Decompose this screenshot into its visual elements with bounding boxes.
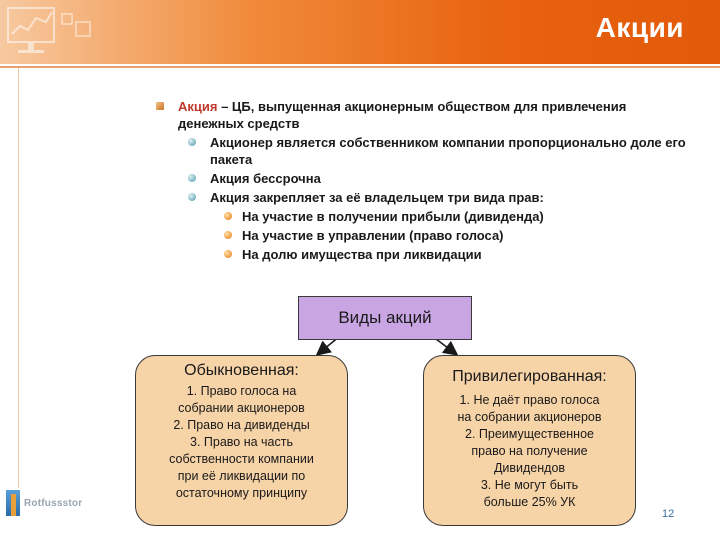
box-line: собрании акционеров bbox=[178, 401, 305, 415]
preferred-share-heading: Привилегированная: bbox=[452, 368, 607, 385]
term-highlight: Акция bbox=[178, 99, 218, 114]
box-line: при её ликвидации по bbox=[177, 469, 306, 483]
page-number: 12 bbox=[662, 508, 675, 520]
box-line: на собрании акционеров bbox=[457, 410, 602, 424]
bullet-text: На долю имущества при ликвидации bbox=[242, 247, 482, 262]
box-line: 2. Право на дивиденды bbox=[173, 418, 310, 432]
logo-text: Rotfussstor bbox=[24, 498, 83, 509]
bullet-text: Акционер является собственником компании пропорционально доле его пакета bbox=[210, 135, 686, 167]
preferred-share-box bbox=[423, 355, 636, 526]
bullet-text: На участие в получении прибыли (дивиденда) bbox=[242, 209, 544, 224]
box-line: собственности компании bbox=[169, 452, 314, 466]
ordinary-share-heading: Обыкновенная: bbox=[184, 362, 299, 379]
box-line: 3. Не могут быть bbox=[480, 478, 579, 492]
box-line: Дивидендов bbox=[493, 461, 566, 475]
box-line: больше 25% УК bbox=[483, 495, 576, 509]
box-line: остаточному принципу bbox=[175, 486, 308, 500]
box-line: право на получение bbox=[471, 444, 588, 458]
root-box-share-types bbox=[298, 296, 472, 340]
slide-title: Акции bbox=[595, 12, 684, 43]
company-logo bbox=[6, 490, 96, 518]
logo-mark-accent-icon bbox=[11, 494, 16, 516]
box-line: 2. Преимущественное bbox=[465, 427, 594, 441]
root-box-label: Виды акций bbox=[338, 308, 432, 327]
term-definition: – ЦБ, выпущенная акционерным обществом для привлечения денежных средств bbox=[178, 99, 627, 131]
ordinary-share-box bbox=[135, 355, 348, 526]
bullet-text: Акция закрепляет за её владельцем три вида прав: bbox=[210, 190, 544, 205]
bullet-text: Акция бессрочна bbox=[210, 171, 321, 186]
box-line: 1. Не даёт право голоса bbox=[459, 393, 600, 407]
bullet-text: На участие в управлении (право голоса) bbox=[242, 228, 504, 243]
box-line: 3. Право на часть bbox=[190, 435, 293, 449]
box-line: 1. Право голоса на bbox=[186, 384, 297, 398]
